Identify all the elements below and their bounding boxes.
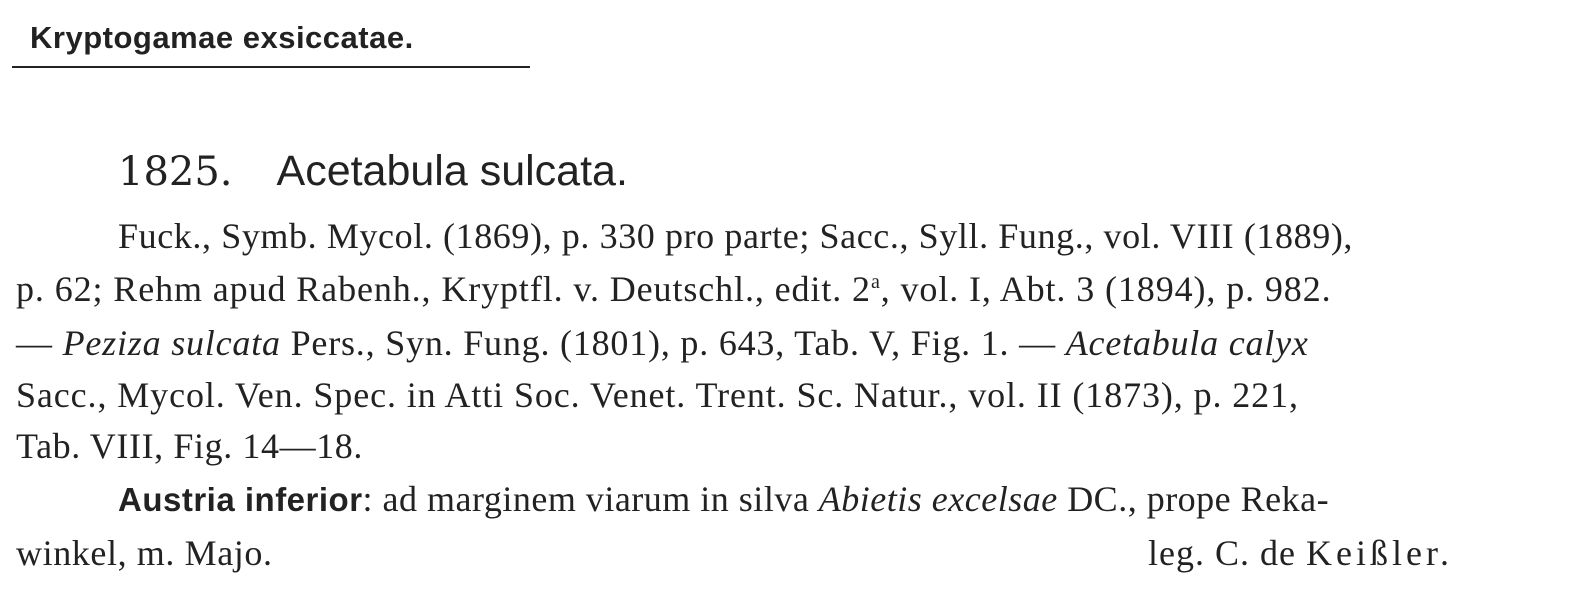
- citation-text: , vol. I, Abt. 3 (1894), p. 982.: [880, 269, 1332, 309]
- entry-title: Acetabula sulcata.: [276, 147, 628, 195]
- dash: —: [16, 323, 63, 363]
- collector-credit: [1148, 532, 1453, 574]
- citation-text: Pers., Syn. Fung. (1801), p. 643, Tab. V, Fig. 1. —: [280, 323, 1066, 363]
- edition-superscript: a: [870, 271, 881, 293]
- citation-line-5: Tab. VIII, Fig. 14—18.: [16, 426, 363, 466]
- locality-text: DC., prope Reka-: [1057, 479, 1330, 519]
- header-underline: [12, 66, 530, 68]
- locality-line-1: [118, 478, 1329, 520]
- collector-name: Keißler.: [1305, 533, 1453, 573]
- collector-prefix: leg. C. de: [1148, 533, 1306, 573]
- citation-text: p. 62; Rehm apud Rabenh., Kryptfl. v. Deutschl., edit. 2: [16, 269, 871, 309]
- citation-line-2: [16, 268, 1332, 310]
- page-header: Kryptogamae exsiccatae.: [30, 20, 414, 55]
- host-name: Abietis excelsae: [818, 479, 1058, 519]
- locality-text: : ad marginem viarum in silva: [362, 479, 819, 519]
- region-label: Austria inferior: [118, 481, 363, 518]
- citation-line-4: Sacc., Mycol. Ven. Spec. in Atti Soc. Venet. Trent. Sc. Natur., vol. II (1873), p. 221,: [16, 375, 1299, 415]
- entry-number: 1825.: [118, 149, 233, 195]
- entry-heading: [118, 147, 628, 196]
- citation-line-1: Fuck., Symb. Mycol. (1869), p. 330 pro parte; Sacc., Syll. Fung., vol. VIII (1889),: [118, 216, 1354, 256]
- locality-line-2: winkel, m. Majo.: [16, 533, 273, 573]
- citation-line-3: [16, 322, 1309, 364]
- synonym-name: Peziza sulcata: [62, 323, 281, 363]
- synonym-name: Acetabula calyx: [1065, 323, 1309, 363]
